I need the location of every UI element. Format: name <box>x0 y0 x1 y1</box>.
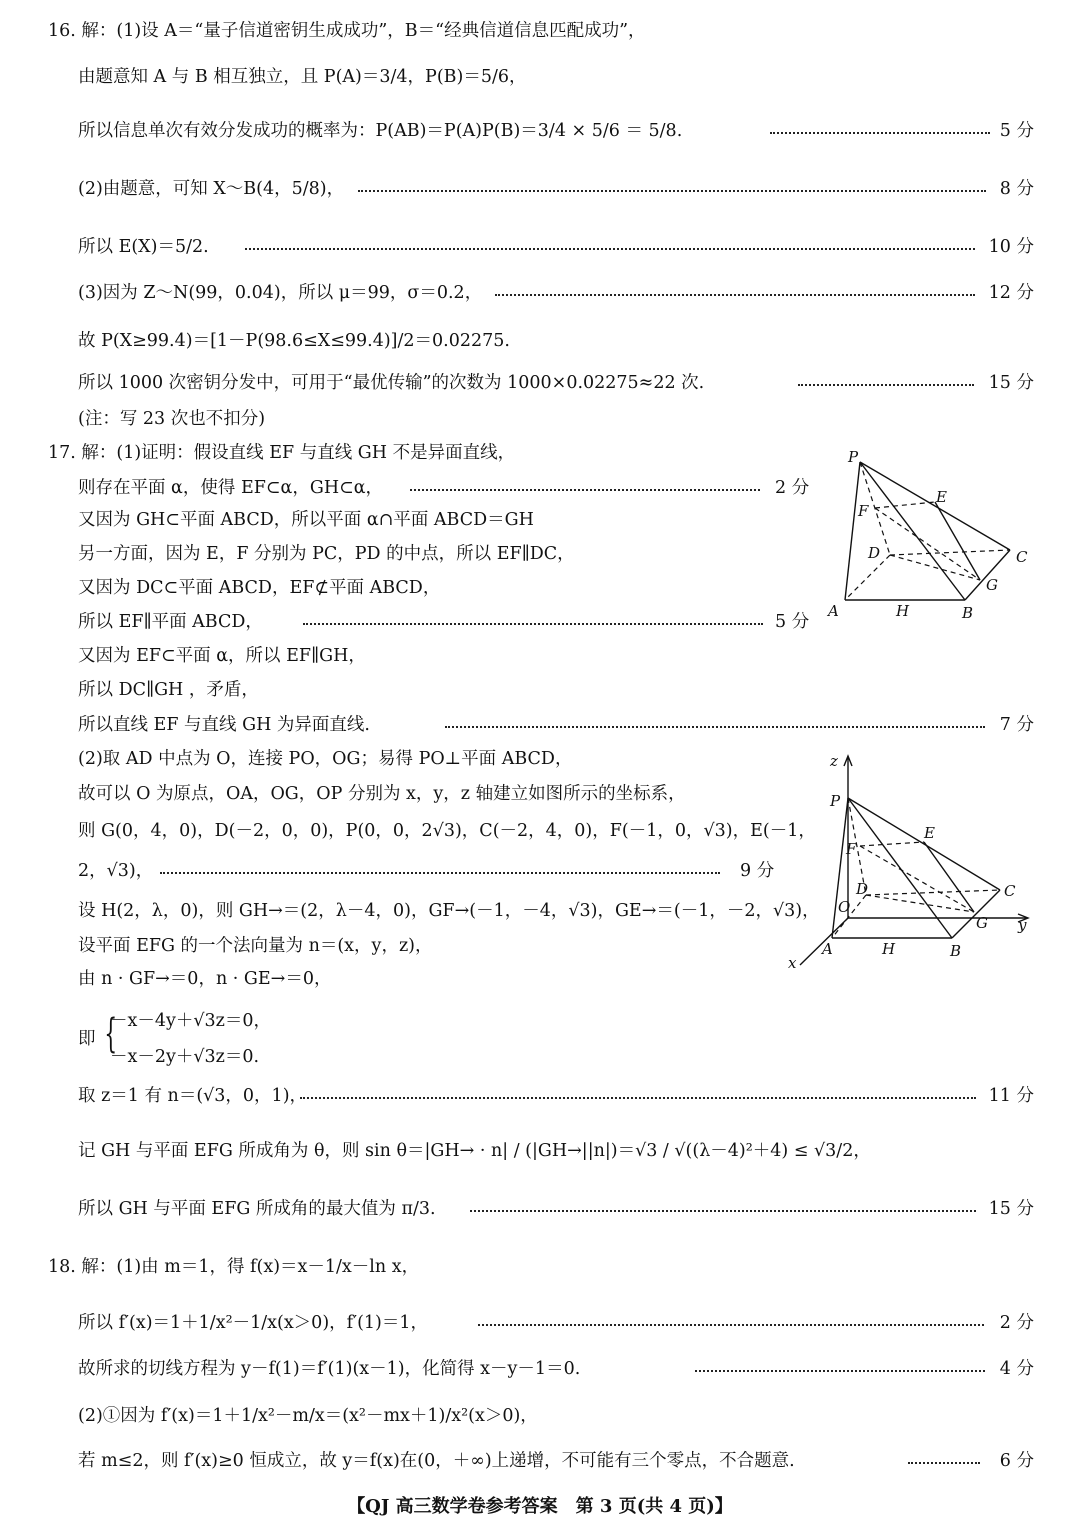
point-label: H <box>896 602 910 620</box>
q16-line-6: (3)因为 Z～N(99，0.04)，所以 μ＝99，σ＝0.2， <box>78 283 483 303</box>
q17-line-9: 所以直线 EF 与直线 GH 为异面直线. <box>78 715 370 735</box>
q16-line-7: 故 P(X≥99.4)＝[1－P(98.6≤X≤99.4)]/2＝0.02275. <box>78 331 510 351</box>
leader-dots <box>358 188 986 192</box>
leader-dots <box>908 1460 980 1464</box>
score-points: 2 分 <box>775 478 810 498</box>
leader-dots <box>770 130 990 134</box>
axis-label: y <box>1018 916 1027 934</box>
axis-label: z <box>830 752 838 770</box>
score-points: 15 分 <box>988 1199 1034 1219</box>
q18-line-2: 所以 f′(x)＝1＋1/x²－1/x(x＞0)，f′(1)＝1， <box>78 1313 429 1333</box>
leader-dots <box>478 1322 984 1326</box>
score-points: 4 分 <box>999 1359 1034 1379</box>
score-points: 7 分 <box>999 715 1034 735</box>
point-label: F <box>858 502 869 520</box>
q16-line-2: 由题意知 A 与 B 相互独立，且 P(A)＝3/4，P(B)＝5/6， <box>78 67 527 87</box>
score-points: 5 分 <box>775 612 810 632</box>
q17-line-13: 2，√3)， <box>78 861 154 881</box>
leader-dots <box>303 621 763 625</box>
q16-line-8: 所以 1000 次密钥分发中，可用于“最优传输”的次数为 1000×0.02275≈22 次. <box>78 373 705 393</box>
leader-dots <box>695 1368 985 1372</box>
axis-label: x <box>788 954 797 972</box>
pyramid-figure-1 <box>820 440 1040 630</box>
score-points: 6 分 <box>999 1451 1034 1471</box>
q17-line-16: 由 n · GF→＝0，n · GE→＝0， <box>78 969 332 989</box>
q17-line-3: 又因为 GH⊂平面 ABCD，所以平面 α∩平面 ABCD＝GH <box>78 510 534 530</box>
q17-line-19: 记 GH 与平面 EFG 所成角为 θ，则 sin θ＝|GH→ · n| / (|GH→||n|)＝√3 / √((λ－4)²＋4) ≤ √3/2， <box>78 1141 871 1161</box>
q17-line-1: 17. 解：(1)证明：假设直线 EF 与直线 GH 不是异面直线， <box>48 443 516 463</box>
q18-line-3: 故所求的切线方程为 y－f(1)＝f′(1)(x－1)，化简得 x－y－1＝0. <box>78 1359 581 1379</box>
q16-line-3: 所以信息单次有效分发成功的概率为：P(AB)＝P(A)P(B)＝3/4 × 5/6 ＝ 5/8. <box>78 121 683 141</box>
q17-line-7: 又因为 EF⊂平面 α，所以 EF∥GH， <box>78 646 366 666</box>
q17-line-11: 故可以 O 为原点，OA，OG，OP 分别为 x，y，z 轴建立如图所示的坐标系， <box>78 784 686 804</box>
leader-dots <box>798 382 974 386</box>
point-label: B <box>962 604 974 622</box>
q17-system-label: 即 <box>78 1029 96 1049</box>
q18-line-5: 若 m≤2，则 f′(x)≥0 恒成立，故 y＝f(x)在(0，＋∞)上递增，不可能有三个零点，不合题意. <box>78 1451 795 1471</box>
score-points: 2 分 <box>999 1313 1034 1333</box>
point-label: C <box>1016 548 1028 566</box>
leader-dots <box>445 724 985 728</box>
point-label: C <box>1004 882 1016 900</box>
q17-line-12: 则 G(0，4，0)，D(－2，0，0)，P(0，0，2√3)，C(－2，4，0)，F(－1，0，√3)，E(－1， <box>78 821 816 841</box>
leader-dots <box>495 292 975 296</box>
point-label: E <box>936 488 947 506</box>
score-points: 11 分 <box>988 1086 1034 1106</box>
q17-equation-2: －x－2y＋√3z＝0. <box>110 1047 260 1067</box>
score-points: 10 分 <box>988 237 1034 257</box>
leader-dots <box>470 1208 976 1212</box>
q18-line-1: 18. 解：(1)由 m＝1，得 f(x)＝x－1/x－ln x， <box>48 1257 420 1277</box>
q17-line-10: (2)取 AD 中点为 O，连接 PO，OG；易得 PO⊥平面 ABCD， <box>78 749 573 769</box>
brace: { <box>104 1011 118 1057</box>
q16-line-5: 所以 E(X)＝5/2. <box>78 237 209 257</box>
point-label: P <box>830 792 841 810</box>
score-points: 5 分 <box>999 121 1034 141</box>
q18-line-4: (2)①因为 f′(x)＝1＋1/x²－m/x＝(x²－mx＋1)/x²(x＞0)， <box>78 1406 538 1426</box>
q17-line-15: 设平面 EFG 的一个法向量为 n＝(x，y，z)， <box>78 936 433 956</box>
point-label: D <box>856 880 869 898</box>
leader-dots <box>300 1095 976 1099</box>
q17-line-6: 所以 EF∥平面 ABCD， <box>78 612 263 632</box>
q17-line-14: 设 H(2，λ，0)，则 GH→＝(2，λ－4，0)，GF→(－1，－4，√3)，GE→＝(－1，－2，√3)， <box>78 901 820 921</box>
score-points: 12 分 <box>988 283 1034 303</box>
point-label: E <box>924 824 935 842</box>
point-label: A <box>828 602 839 620</box>
q17-line-18: 取 z＝1 有 n＝(√3，0，1)， <box>78 1086 308 1106</box>
score-points: 8 分 <box>999 179 1034 199</box>
q17-line-20: 所以 GH 与平面 EFG 所成角的最大值为 π/3. <box>78 1199 436 1219</box>
page-footer: 【QJ 高三数学卷参考答案 第 3 页(共 4 页)】 <box>347 1496 733 1517</box>
point-label: H <box>882 940 896 958</box>
q16-line-4: (2)由题意，可知 X～B(4，5/8)， <box>78 179 345 199</box>
q17-line-5: 又因为 DC⊂平面 ABCD，EF⊄平面 ABCD， <box>78 578 441 598</box>
point-label: A <box>822 940 833 958</box>
leader-dots <box>245 246 975 250</box>
point-label: P <box>848 448 859 466</box>
leader-dots <box>160 870 720 874</box>
point-label: D <box>868 544 881 562</box>
q17-line-4: 另一方面，因为 E，F 分别为 PC，PD 的中点，所以 EF∥DC， <box>78 544 575 564</box>
pyramid-figure-2 <box>782 750 1042 980</box>
q16-line-1: 16. 解：(1)设 A＝“量子信道密钥生成成功”，B＝“经典信道信息匹配成功”， <box>48 21 646 41</box>
q17-line-8: 所以 DC∥GH ，矛盾， <box>78 680 259 700</box>
point-label: O <box>838 898 851 916</box>
score-points: 9 分 <box>740 861 775 881</box>
point-label: G <box>986 576 998 594</box>
leader-dots <box>410 487 760 491</box>
q17-line-2: 则存在平面 α，使得 EF⊂α，GH⊂α， <box>78 478 384 498</box>
score-points: 15 分 <box>988 373 1034 393</box>
point-label: B <box>950 942 962 960</box>
q17-equation-1: －x－4y＋√3z＝0， <box>110 1011 272 1031</box>
point-label: F <box>846 840 857 858</box>
q16-note: (注：写 23 次也不扣分) <box>78 409 266 429</box>
point-label: G <box>976 914 988 932</box>
